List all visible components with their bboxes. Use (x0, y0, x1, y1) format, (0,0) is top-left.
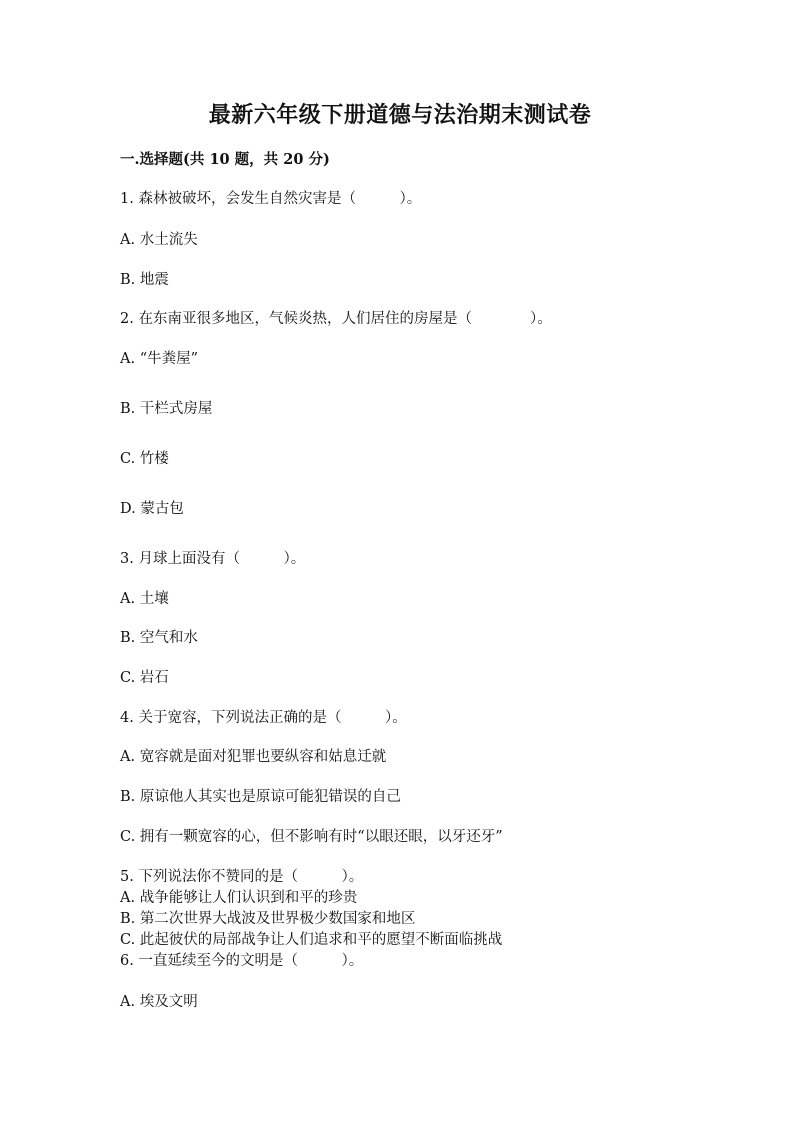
question-5-option-c: C. 此起彼伏的局部战争让人们追求和平的愿望不断面临挑战 (120, 932, 503, 948)
question-1-option-a: A. 水土流失 (120, 232, 198, 248)
question-6-stem: 6. 一直延续至今的文明是（ ）。 (120, 953, 364, 969)
question-4-option-c: C. 拥有一颗宽容的心，但不影响有时“以眼还眼，以牙还牙” (120, 829, 503, 845)
question-1-option-b: B. 地震 (120, 272, 169, 288)
question-1-stem: 1. 森林被破坏，会发生自然灾害是（ ）。 (120, 191, 422, 207)
question-2-option-a: A. “牛粪屋” (120, 351, 199, 367)
question-2-option-d: D. 蒙古包 (120, 501, 184, 517)
question-6-option-a: A. 埃及文明 (120, 994, 198, 1010)
question-4-option-b: B. 原谅他人其实也是原谅可能犯错误的自己 (120, 789, 401, 805)
question-3-stem: 3. 月球上面没有（ ）。 (120, 551, 306, 567)
question-5-option-a: A. 战争能够让人们认识到和平的珍贵 (120, 890, 358, 906)
question-2-option-c: C. 竹楼 (120, 451, 169, 467)
question-5-stem: 5. 下列说法你不赞同的是（ ）。 (120, 869, 364, 885)
question-5-option-b: B. 第二次世界大战波及世界极少数国家和地区 (120, 911, 416, 927)
question-3-option-b: B. 空气和水 (120, 630, 198, 646)
question-3-option-c: C. 岩石 (120, 670, 169, 686)
question-2-stem: 2. 在东南亚很多地区，气候炎热，人们居住的房屋是（ ）。 (120, 311, 552, 327)
question-2-option-b: B. 干栏式房屋 (120, 401, 213, 417)
exam-title: 最新六年级下册道德与法治期末测试卷 (208, 102, 592, 128)
question-4-stem: 4. 关于宽容，下列说法正确的是（ ）。 (120, 710, 407, 726)
question-3-option-a: A. 土壤 (120, 591, 169, 607)
section-heading: 一.选择题(共 10 题，共 20 分) (120, 151, 330, 168)
question-4-option-a: A. 宽容就是面对犯罪也要纵容和姑息迁就 (120, 749, 387, 765)
